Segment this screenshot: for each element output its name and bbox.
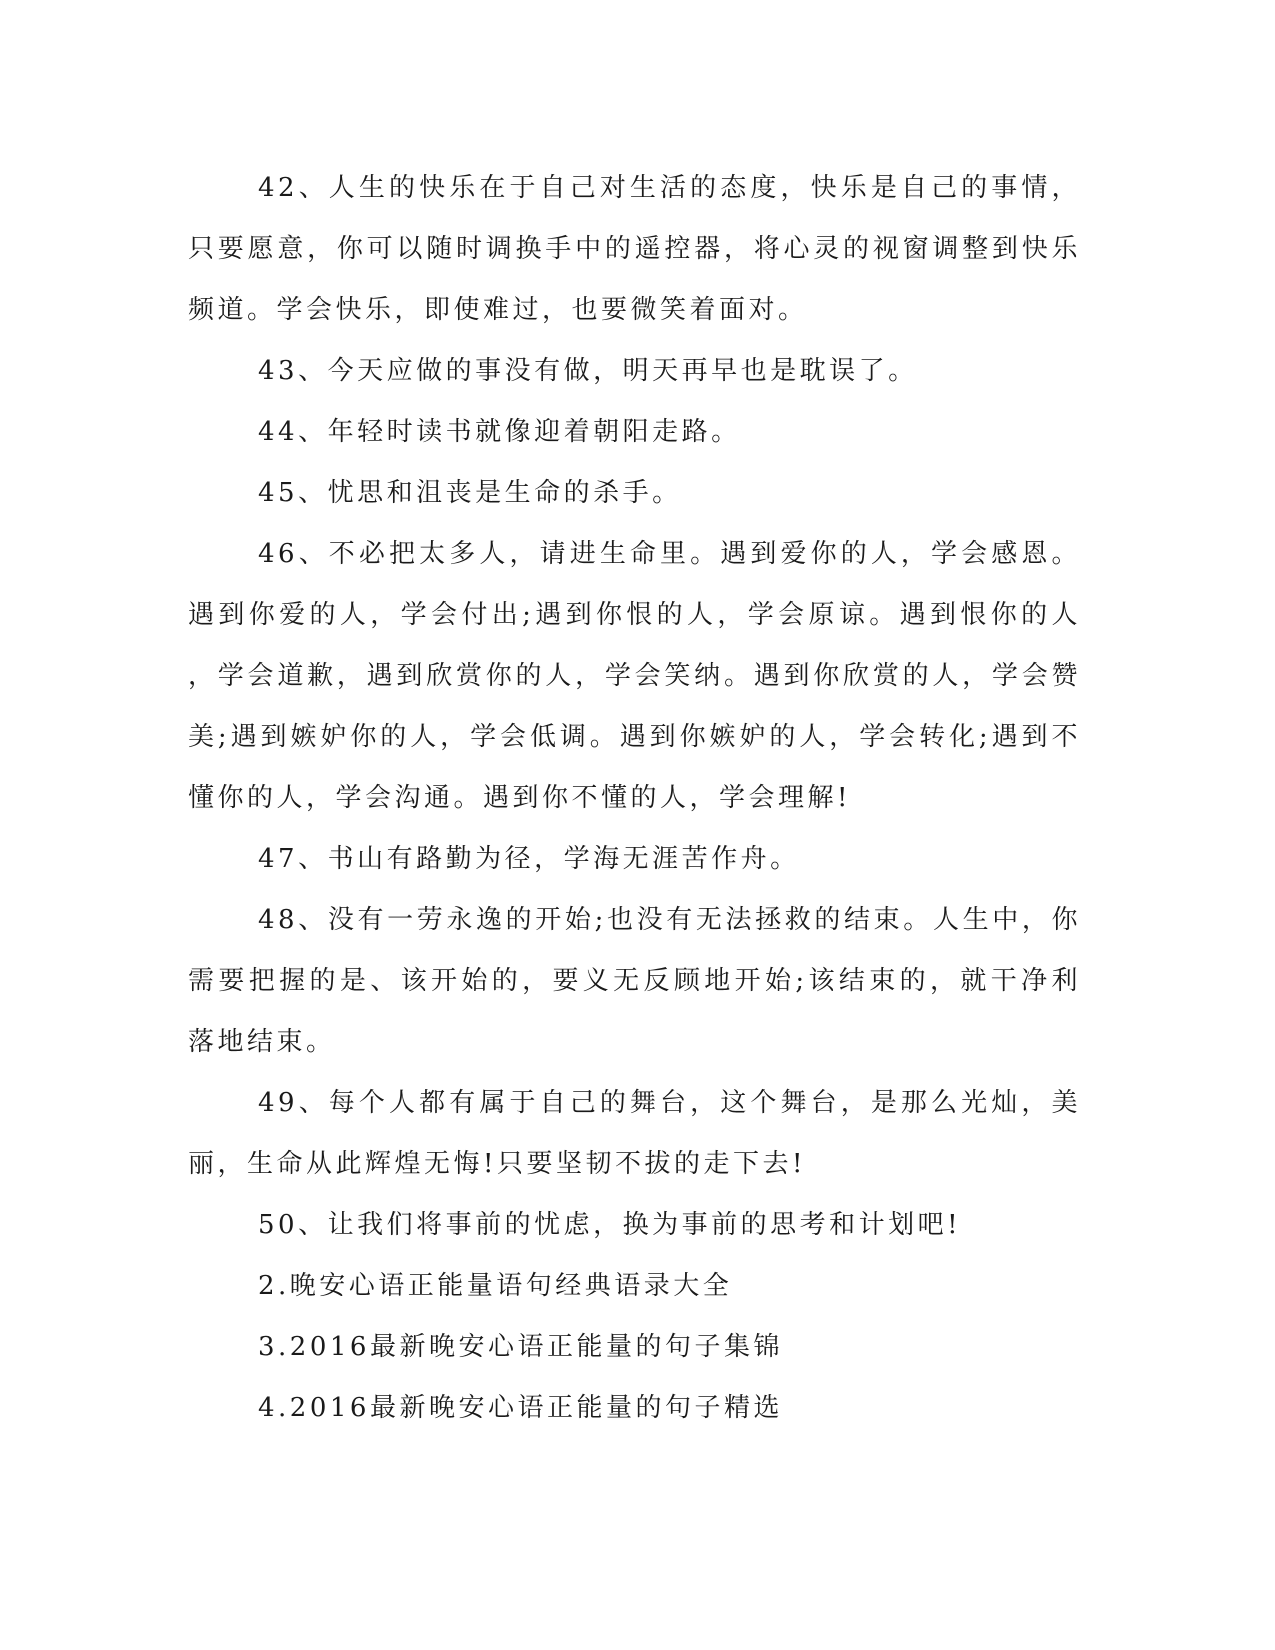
quote-paragraph-46: 46、不必把太多人，请进生命里。遇到爱你的人，学会感恩。遇到你爱的人，学会付出;遇到你恨的人，学会原谅。遇到恨你的人，学会道歉，遇到欣赏你的人，学会笑纳。遇到你欣赏的人，学会赞美;遇到嫉妒你的人，学会低调。遇到你嫉妒的人，学会转化;遇到不懂你的人，学会沟通。遇到你不懂的人，学会理解! — [188, 539, 1081, 813]
related-link-2[interactable]: 2.晚安心语正能量语句经典语录大全 — [258, 1271, 733, 1301]
quote-paragraph-47: 47、书山有路勤为径，学海无涯苦作舟。 — [258, 844, 800, 874]
quote-paragraph-44: 44、年轻时读书就像迎着朝阳走路。 — [258, 417, 741, 447]
quote-paragraph-45: 45、忧思和沮丧是生命的杀手。 — [258, 478, 682, 508]
related-link-4[interactable]: 4.2016最新晚安心语正能量的句子精选 — [258, 1393, 783, 1423]
quote-paragraph-50: 50、让我们将事前的忧虑，换为事前的思考和计划吧! — [258, 1210, 962, 1240]
quote-paragraph-48: 48、没有一劳永逸的开始;也没有无法拯救的结束。人生中，你需要把握的是、该开始的，要义无反顾地开始;该结束的，就干净利落地结束。 — [188, 905, 1081, 1057]
related-link-3[interactable]: 3.2016最新晚安心语正能量的句子集锦 — [258, 1332, 783, 1362]
document-body — [188, 158, 1081, 1439]
quote-paragraph-42: 42、人生的快乐在于自己对生活的态度，快乐是自己的事情，只要愿意，你可以随时调换手中的遥控器，将心灵的视窗调整到快乐频道。学会快乐，即使难过，也要微笑着面对。 — [188, 173, 1081, 325]
quote-paragraph-43: 43、今天应做的事没有做，明天再早也是耽误了。 — [258, 356, 918, 386]
quote-paragraph-49: 49、每个人都有属于自己的舞台，这个舞台，是那么光灿，美丽，生命从此辉煌无悔!只要坚韧不拔的走下去! — [188, 1088, 1081, 1179]
